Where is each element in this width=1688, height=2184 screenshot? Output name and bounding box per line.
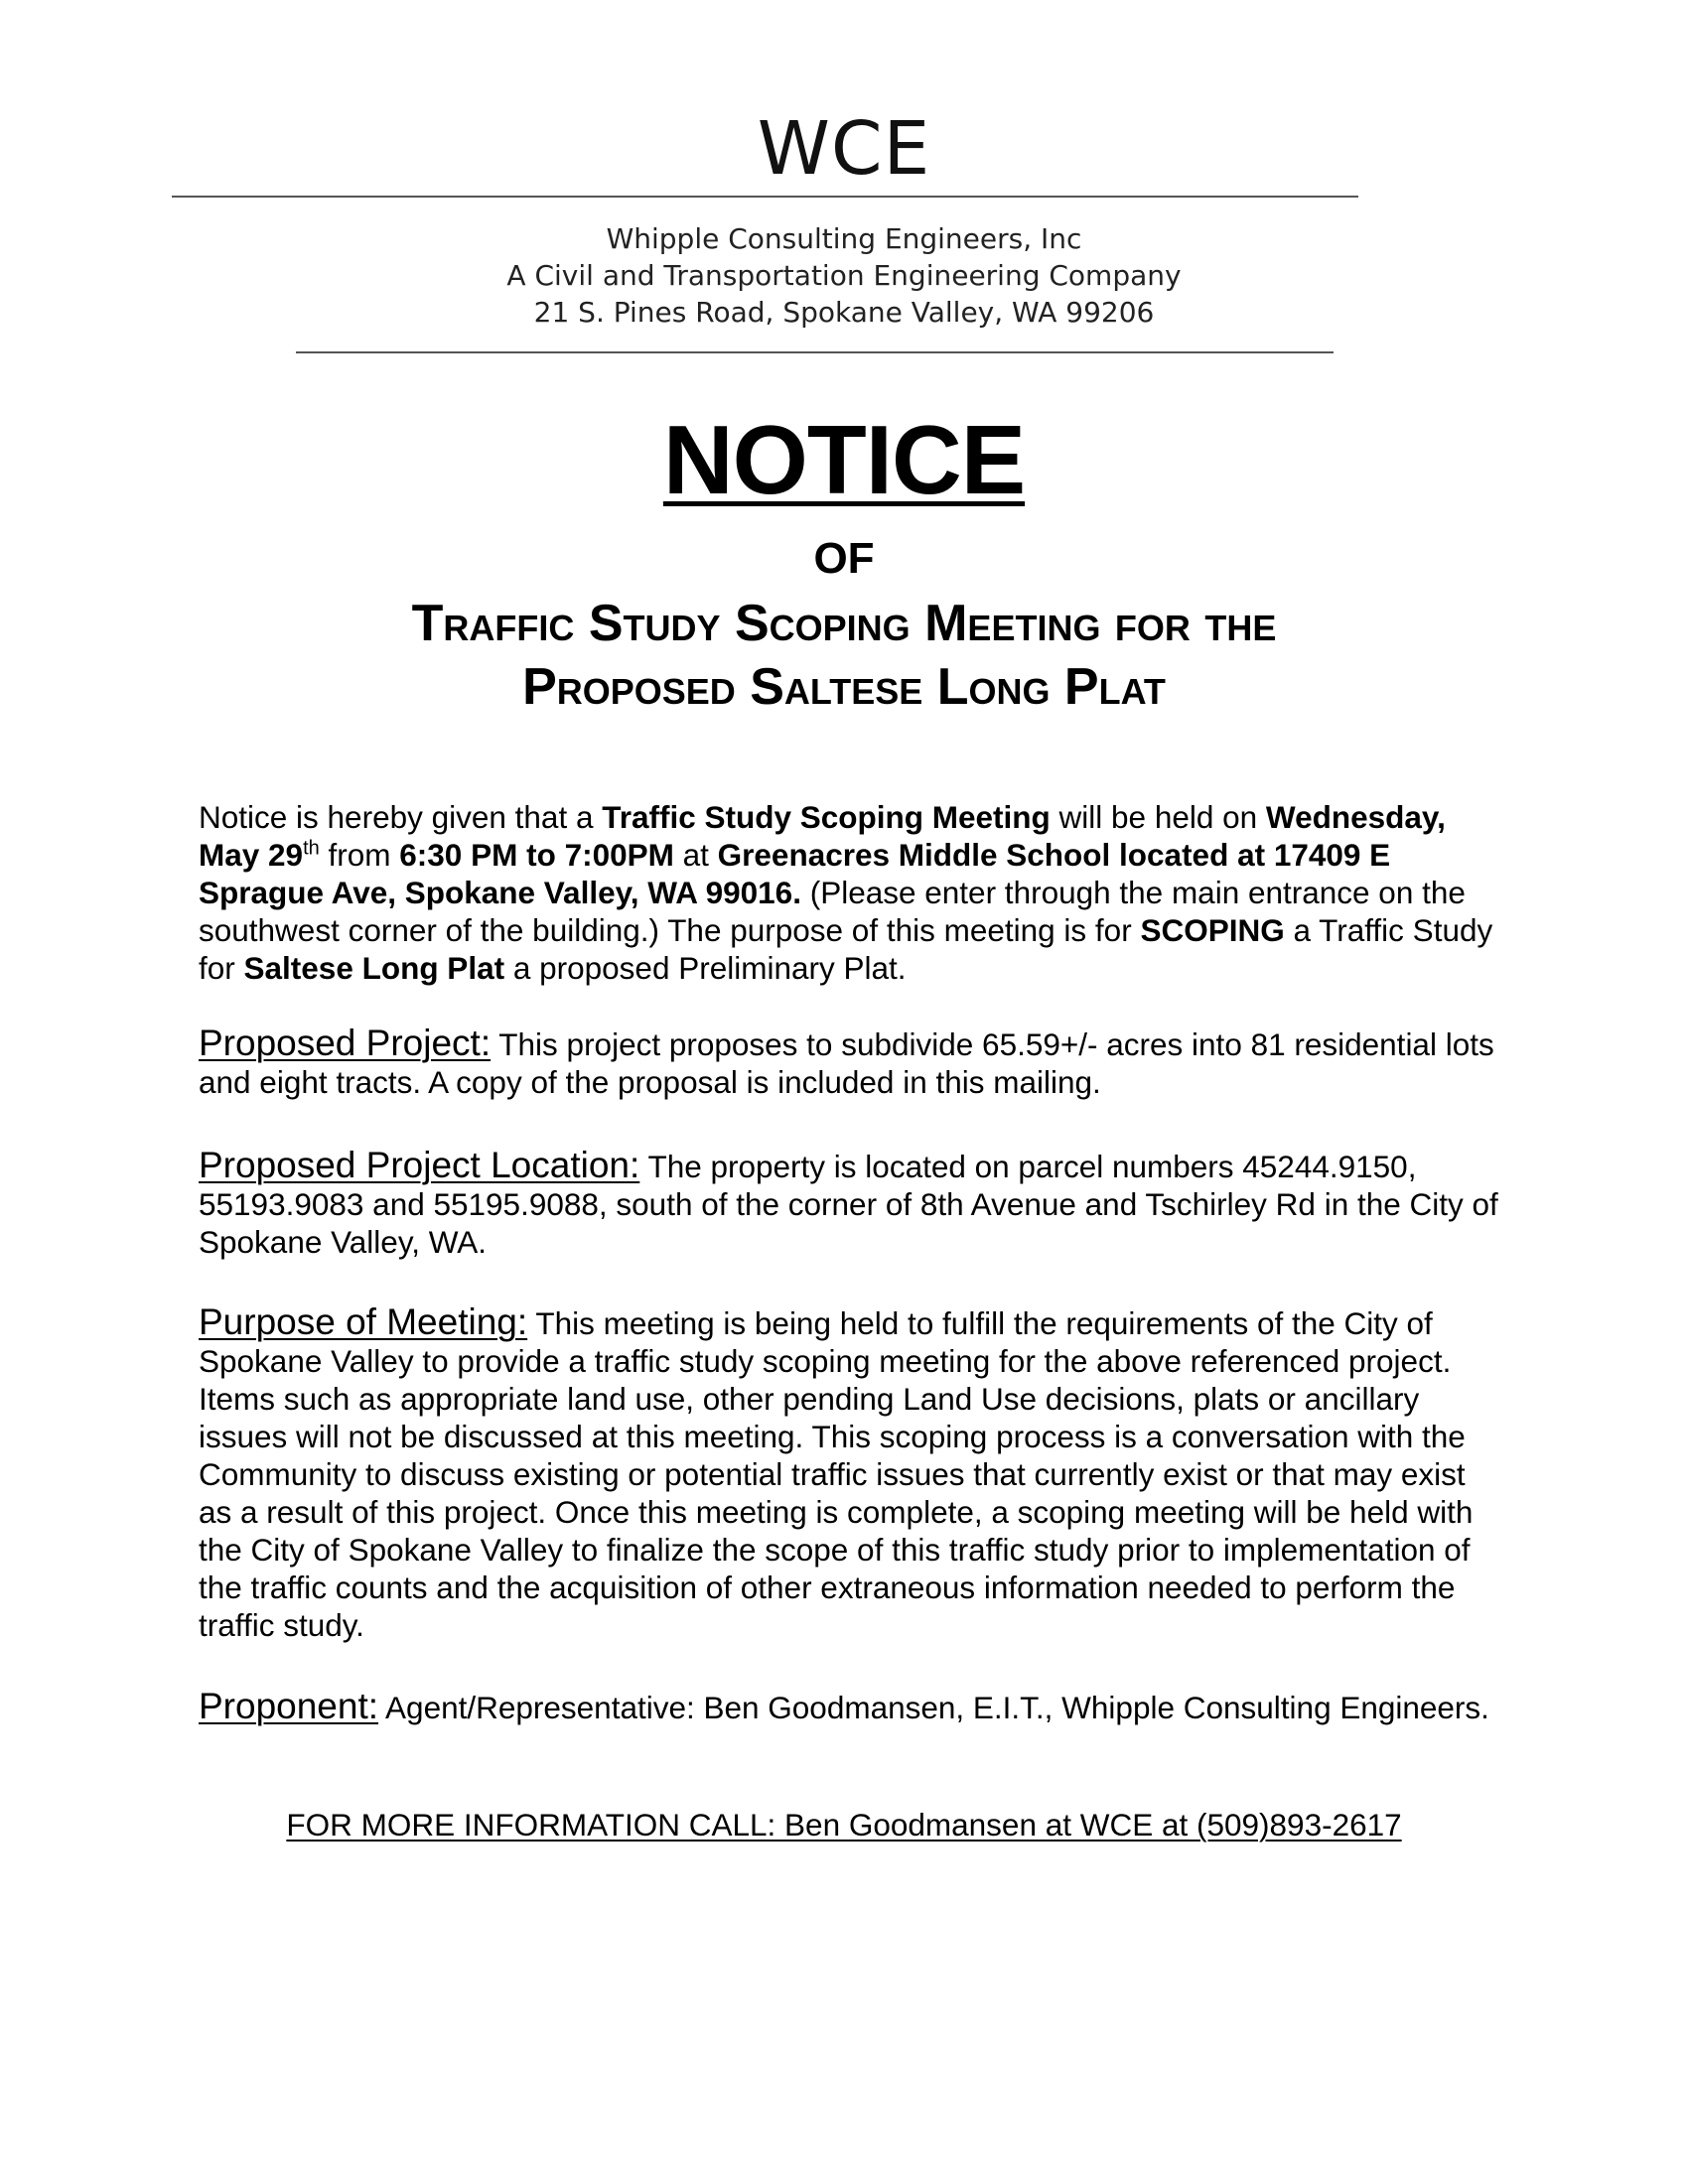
- intro-date: Wednesday, May 29: [199, 799, 1446, 873]
- letterhead: [0, 107, 1688, 191]
- intro-text-3: from: [319, 837, 400, 873]
- meeting-purpose-heading: Purpose of Meeting:: [199, 1301, 528, 1342]
- proposed-project-text: This project proposes to subdivide 65.59+/- acres into 81 residential lots and eight tracts. A copy of the proposal is included in this mailing.: [199, 1026, 1494, 1100]
- proponent-text: Agent/Representative: Ben Goodmansen, E.I.T., Whipple Consulting Engineers.: [378, 1690, 1489, 1725]
- intro-text-6: a Traffic Study for: [199, 912, 1493, 986]
- intro-text-5: (Please enter through the main entrance on the southwest corner of the building.) The purpose of this meeting is for: [199, 875, 1466, 948]
- meeting-purpose-text: This meeting is being held to fulfill the requirements of the City of Spokane Valley to provide a traffic study scoping meeting for the above referenced project. Items such as appropriate land use, other pending Land Use decisions, plats or ancillary issues will not be discussed at this meeting. This scoping process is a conversation with the Community to discuss existing or potential traffic issues that currently exist or that may exist as a result of this project. Once this meeting is complete, a scoping meeting will be held with the City of Spokane Valley to finalize the scope of this traffic study prior to implementation of the traffic counts and the acquisition of other extraneous information needed to perform the traffic study.: [199, 1305, 1474, 1643]
- intro-text-2: will be held on: [1050, 799, 1266, 835]
- notice-of: OF: [813, 534, 875, 583]
- notice-word: NOTICE: [662, 405, 1026, 514]
- intro-scoping: SCOPING: [1140, 912, 1285, 948]
- proposed-project-heading: Proposed Project:: [199, 1023, 492, 1063]
- intro-time: 6:30 PM to 7:00PM: [399, 837, 674, 873]
- proponent-section: [199, 1688, 1499, 1726]
- notice-title: [0, 405, 1688, 514]
- project-location-text: The property is located on parcel numbers 45244.9150, 55193.9083 and 55195.9088, south of the corner of 8th Avenue and Tschirley Rd in the City of Spokane Valley, WA.: [199, 1149, 1498, 1260]
- contact-info: FOR MORE INFORMATION CALL: Ben Goodmansen at WCE at (509)893-2617: [286, 1807, 1402, 1843]
- top-divider: [172, 196, 1358, 198]
- intro-paragraph: [199, 798, 1499, 987]
- proposed-project-section: [199, 1024, 1499, 1101]
- company-address: 21 S. Pines Road, Spokane Valley, WA 99206: [533, 296, 1155, 329]
- intro-location: Greenacres Middle School located at 17409 E Sprague Ave, Spokane Valley, WA 99016.: [199, 837, 1391, 910]
- project-location-heading: Proposed Project Location:: [199, 1145, 640, 1185]
- intro-text-7: a proposed Preliminary Plat.: [504, 950, 907, 986]
- headline-line-1: Traffic Study Scoping Meeting for the: [411, 595, 1277, 652]
- intro-meeting-name: Traffic Study Scoping Meeting: [602, 799, 1051, 835]
- intro-date-suffix: th: [303, 837, 320, 860]
- meeting-purpose-section: [199, 1303, 1499, 1644]
- company-name: Whipple Consulting Engineers, Inc: [606, 222, 1082, 255]
- proponent-heading: Proponent:: [199, 1686, 379, 1726]
- bottom-divider: [296, 351, 1334, 353]
- intro-text-1: Notice is hereby given that a: [199, 799, 603, 835]
- project-location-section: [199, 1147, 1499, 1261]
- meeting-headline: [0, 592, 1688, 719]
- company-logo: WCE: [757, 106, 931, 192]
- headline-line-2: Proposed Saltese Long Plat: [522, 658, 1166, 716]
- intro-text-4: at: [673, 837, 718, 873]
- intro-plat-name: Saltese Long Plat: [243, 950, 505, 986]
- company-info: [0, 220, 1688, 331]
- company-tagline: A Civil and Transportation Engineering Company: [506, 259, 1182, 292]
